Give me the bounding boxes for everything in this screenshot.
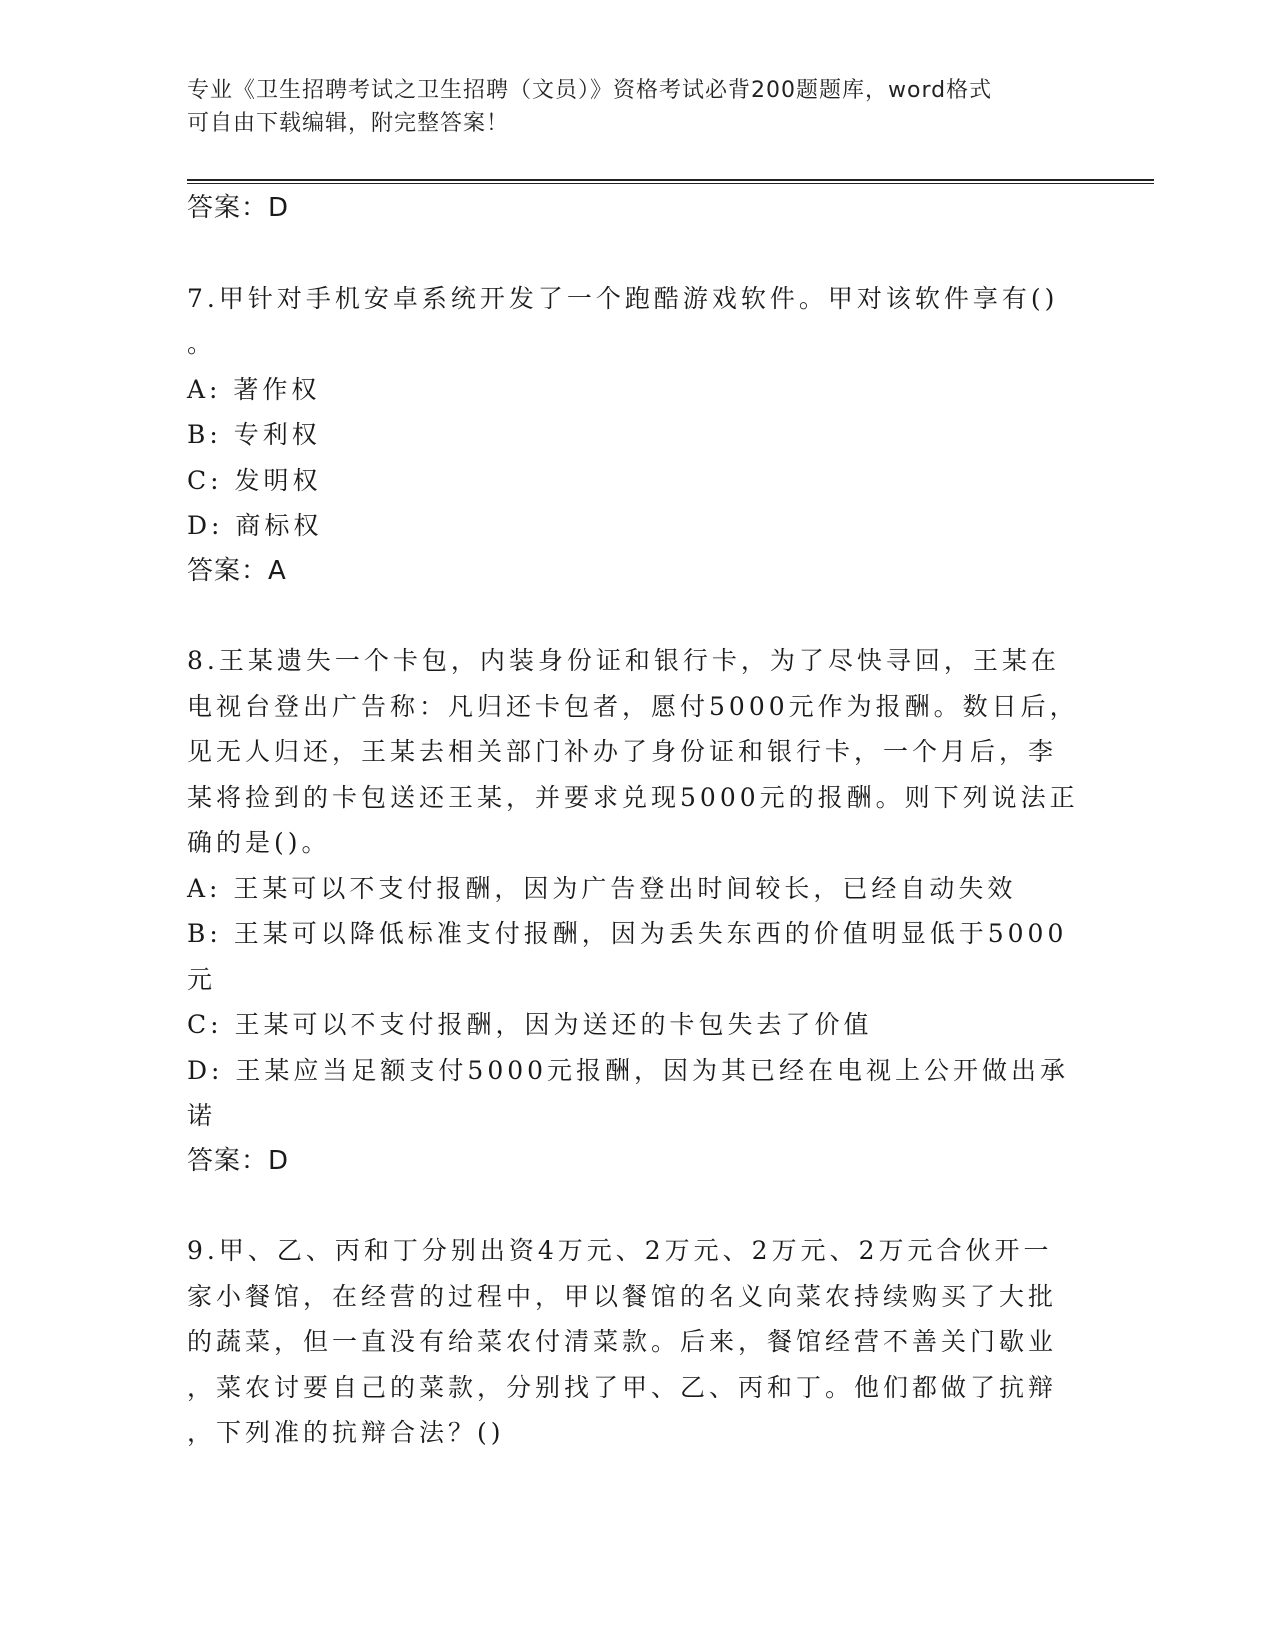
question-block — [187, 638, 1087, 1184]
option-line: A: 王某可以不支付报酬，因为广告登出时间较长，已经自动失效 — [187, 873, 1017, 903]
option-line: B: 王某可以降低标准支付报酬，因为丢失东西的价值明显低于5000 — [187, 919, 1068, 948]
question-line: 7.甲针对手机安卓系统开发了一个跑酷游戏软件。甲对该软件享有() — [187, 283, 1059, 313]
header-line: 专业《卫生招聘考试之卫生招聘（文员）》资格考试必背200题题库，word格式 — [187, 78, 993, 103]
question-line: 见无人归还，王某去相关部门补办了身份证和银行卡，一个月后，李 — [187, 737, 1058, 766]
answer-block — [187, 186, 1087, 232]
question-line: 的蔬菜，但一直没有给菜农付清菜款。后来，餐馆经营不善关门歇业 — [187, 1327, 1058, 1356]
question-line: 8.王某遗失一个卡包，内装身份证和银行卡，为了尽快寻回，王某在 — [187, 646, 1060, 675]
option-line: 诺 — [187, 1101, 217, 1130]
document-body — [187, 186, 1087, 1456]
option-line: C: 发明权 — [187, 465, 322, 495]
header-rule-thin — [187, 183, 1154, 184]
document-header — [187, 74, 1077, 140]
block-gap — [187, 594, 1087, 638]
question-line: 某将捡到的卡包送还王某，并要求兑现5000元的报酬。则下列说法正 — [187, 782, 1079, 812]
question-line: ，下列准的抗辩合法？() — [187, 1418, 505, 1447]
question-line: 确的是()。 — [187, 828, 331, 857]
answer-line: 答案：D — [187, 1145, 290, 1176]
option-line: D: 王某应当足额支付5000元报酬，因为其已经在电视上公开做出承 — [187, 1055, 1070, 1085]
block-gap — [187, 1184, 1087, 1228]
header-rule-thick — [187, 179, 1154, 181]
question-line: 电视台登出广告称：凡归还卡包者，愿付5000元作为报酬。数日后， — [187, 691, 1079, 721]
question-line: 家小餐馆，在经营的过程中，甲以餐馆的名义向菜农持续购买了大批 — [187, 1281, 1058, 1311]
question-block — [187, 276, 1087, 595]
answer-line: 答案：A — [187, 555, 287, 586]
answer-line: 答案：D — [187, 193, 290, 223]
header-line: 可自由下载编辑，附完整答案！ — [187, 111, 510, 136]
option-line: 元 — [187, 964, 217, 994]
block-gap — [187, 232, 1087, 276]
option-line: D: 商标权 — [187, 511, 323, 540]
option-line: C: 王某可以不支付报酬，因为送还的卡包失去了价值 — [187, 1010, 873, 1039]
question-line: 。 — [187, 329, 217, 358]
option-line: A: 著作权 — [187, 374, 321, 404]
question-line: ，菜农讨要自己的菜款，分别找了甲、乙、丙和丁。他们都做了抗辩 — [187, 1372, 1058, 1402]
question-block — [187, 1228, 1087, 1456]
question-line: 9.甲、乙、丙和丁分别出资4万元、2万元、2万元、2万元合伙开一 — [187, 1236, 1053, 1265]
option-line: B: 专利权 — [187, 420, 321, 449]
